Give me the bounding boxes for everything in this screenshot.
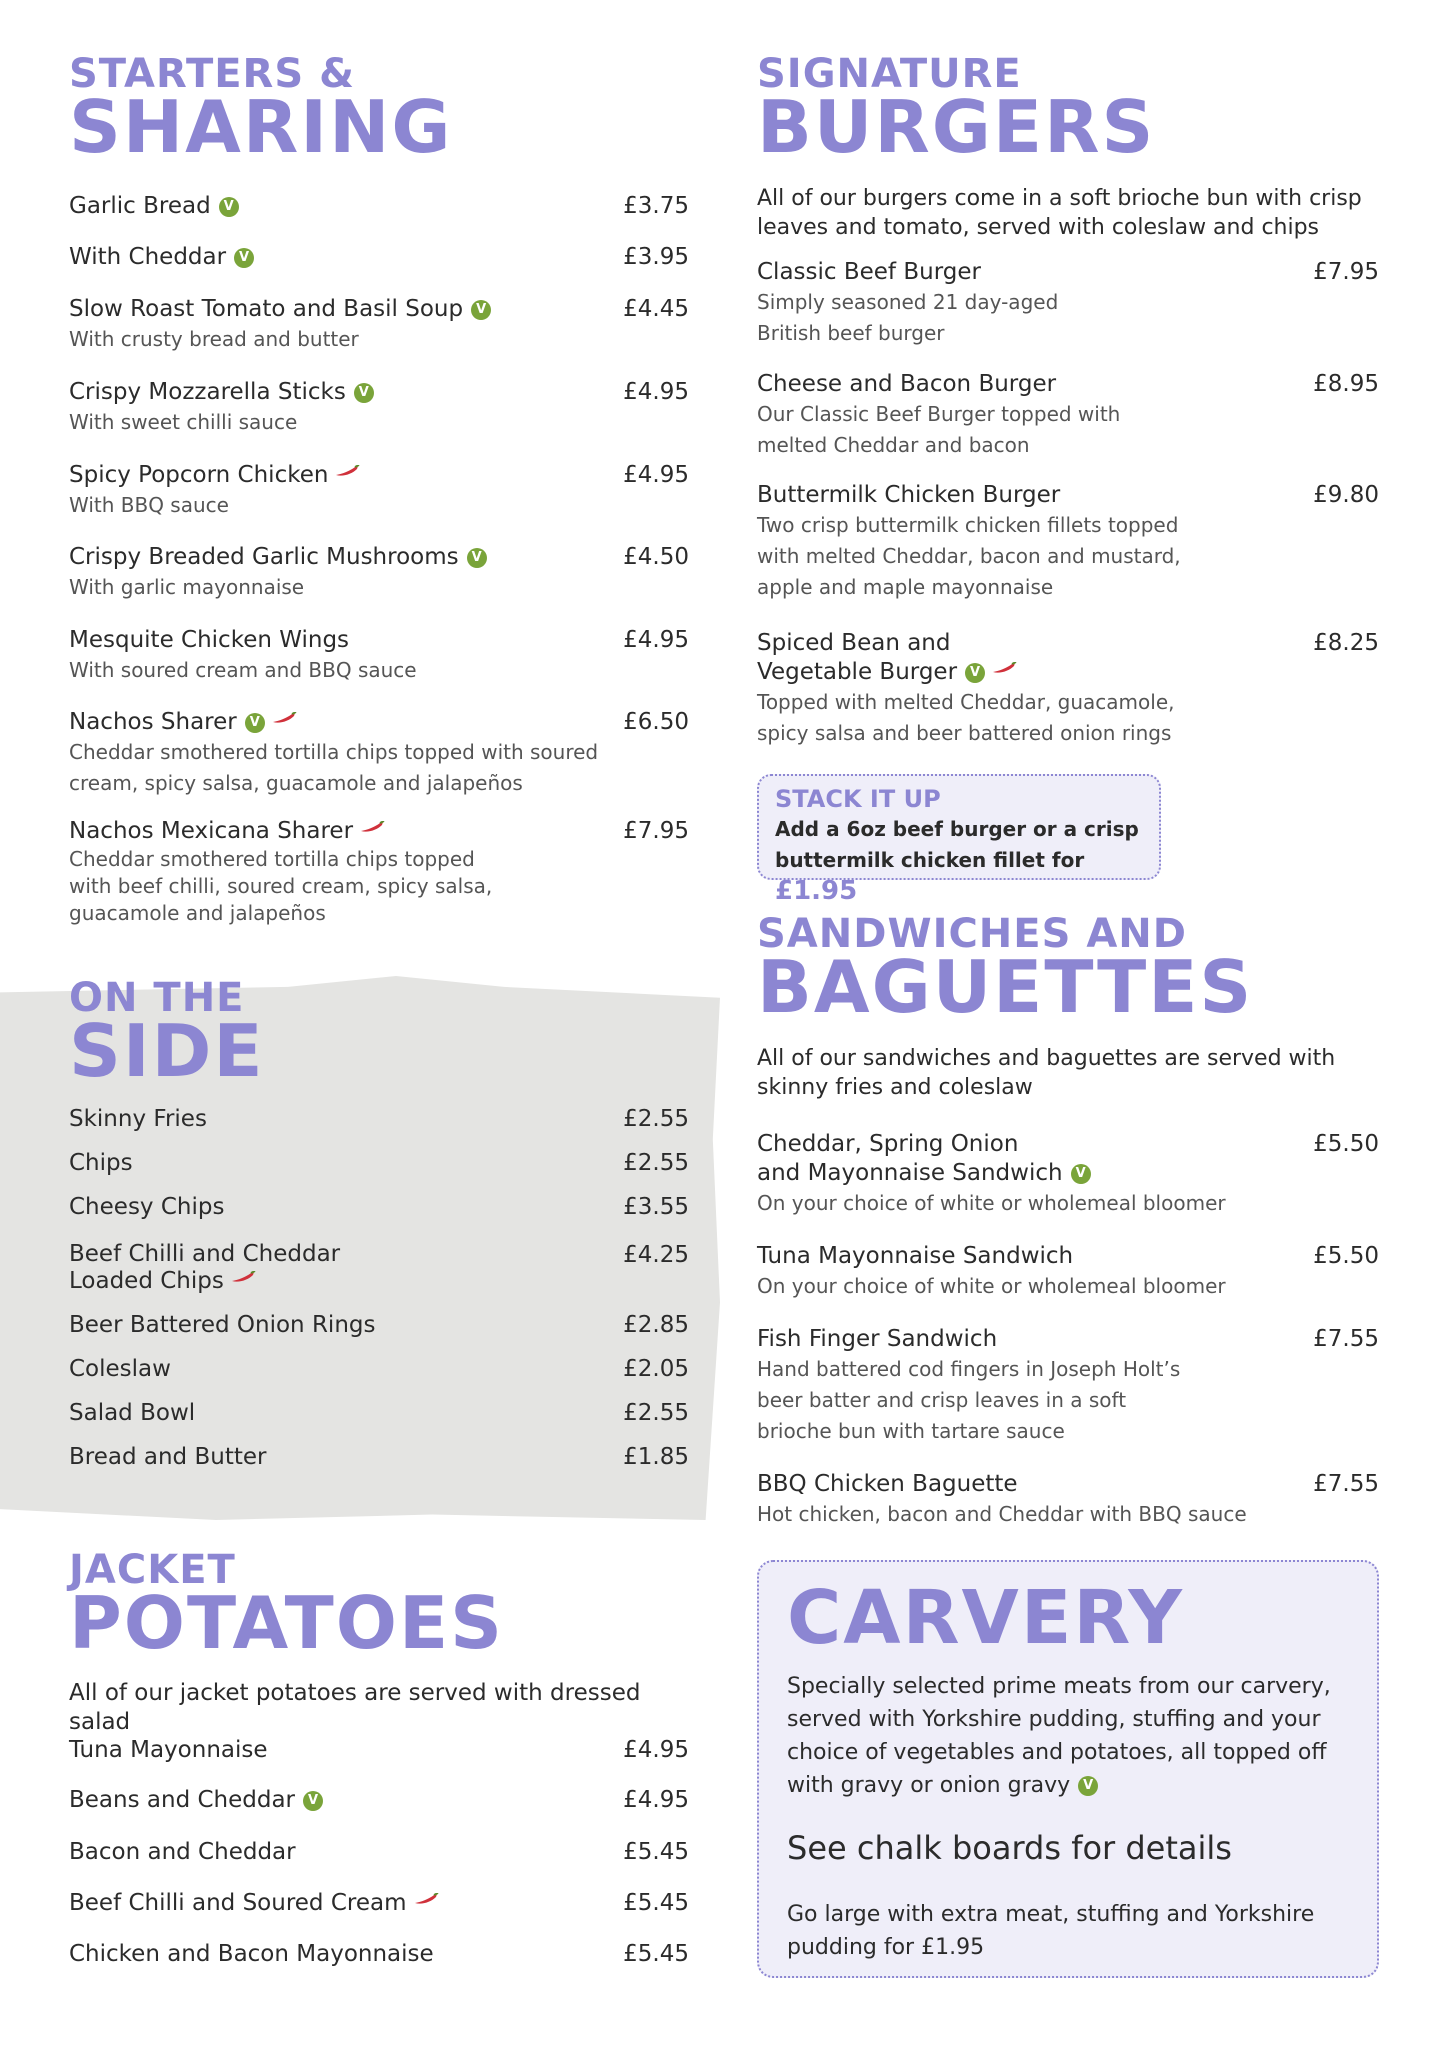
item-price: £9.80: [1313, 482, 1379, 508]
menu-item: [69, 1443, 689, 1472]
item-description: Cheddar smothered tortilla chips topped with soured cream, spicy salsa, guacamole and jalapeños: [69, 740, 599, 795]
item-name: and Mayonnaise Sandwich: [757, 1160, 1063, 1186]
item-price: £4.45: [623, 296, 689, 322]
menu-item: [69, 461, 689, 521]
item-price: £7.55: [1313, 1471, 1379, 1497]
item-description: On your choice of white or wholemeal bloomer: [757, 1274, 1226, 1298]
item-price: £8.25: [1313, 630, 1379, 656]
chilli-icon: [271, 712, 297, 724]
item-name: Fish Finger Sandwich: [757, 1326, 998, 1352]
menu-item: [69, 1399, 689, 1428]
menu-item: [757, 1130, 1379, 1219]
section-intro: All of our jacket potatoes are served with dressed salad: [69, 1680, 641, 1735]
item-name: Beans and Cheddar: [69, 1787, 296, 1813]
item-description: With sweet chilli sauce: [69, 410, 298, 434]
menu-item: [69, 1940, 689, 1969]
section-starters: [69, 51, 689, 169]
section-burgers: [757, 51, 1379, 169]
item-price: £2.85: [623, 1312, 689, 1338]
item-name: Skinny Fries: [69, 1106, 207, 1132]
chilli-icon: [991, 662, 1017, 674]
menu-item: [69, 1193, 689, 1222]
item-description: With crusty bread and butter: [69, 327, 359, 351]
menu-item: [69, 708, 689, 799]
item-price: £4.95: [623, 627, 689, 653]
item-price: £5.45: [623, 1941, 689, 1967]
item-price: £8.95: [1313, 371, 1379, 397]
stack-it-up-box: [757, 774, 1161, 906]
section-title-small: ON THE: [69, 975, 245, 1021]
item-price: £4.95: [623, 379, 689, 405]
section-title-small: JACKET: [69, 1547, 236, 1593]
item-price: £5.50: [1313, 1131, 1379, 1157]
item-name: Bread and Butter: [69, 1444, 267, 1470]
item-price: £3.95: [623, 244, 689, 270]
item-price: £2.55: [623, 1400, 689, 1426]
item-name: Beer Battered Onion Rings: [69, 1312, 376, 1338]
item-name: Tuna Mayonnaise: [69, 1737, 268, 1763]
section-title: BAGUETTES: [757, 945, 1254, 1029]
menu-item: [69, 1311, 689, 1340]
vegetarian-icon: V: [234, 248, 254, 268]
item-price: £4.95: [623, 1787, 689, 1813]
vegetarian-icon: V: [354, 383, 374, 403]
item-price: £7.95: [623, 818, 689, 844]
menu-item: [757, 629, 1379, 749]
menu-item: [69, 1889, 689, 1918]
item-name: Spicy Popcorn Chicken: [69, 462, 329, 488]
item-name: Spiced Bean and: [757, 630, 951, 656]
item-name: Buttermilk Chicken Burger: [757, 482, 1061, 508]
item-name: Bacon and Cheddar: [69, 1839, 296, 1865]
item-name: Slow Roast Tomato and Basil Soup: [69, 296, 464, 322]
item-description: With garlic mayonnaise: [69, 575, 305, 599]
item-price: £3.55: [623, 1194, 689, 1220]
item-name: Cheddar, Spring Onion: [757, 1131, 1019, 1157]
menu-item: [69, 1355, 689, 1384]
item-name: Coleslaw: [69, 1356, 171, 1382]
item-price: £4.95: [623, 1737, 689, 1763]
menu-item: [69, 1149, 689, 1178]
item-name: Beef Chilli and Soured Cream: [69, 1890, 407, 1916]
menu-item: [757, 1242, 1379, 1302]
item-name: Beef Chilli and Cheddar: [69, 1241, 341, 1267]
item-description: Cheddar smothered tortilla chips topped with beef chilli, soured cream, spicy salsa, guacamole and jalapeños: [69, 847, 493, 925]
chilli-icon: [359, 821, 385, 833]
item-name: Classic Beef Burger: [757, 259, 981, 285]
item-price: £5.50: [1313, 1243, 1379, 1269]
section-title: POTATOES: [69, 1581, 504, 1665]
item-price: £6.50: [623, 709, 689, 735]
menu-item: [69, 192, 689, 221]
vegetarian-icon: V: [1071, 1164, 1091, 1184]
item-price: £7.95: [1313, 259, 1379, 285]
menu-item: [69, 1736, 689, 1765]
vegetarian-icon: V: [1078, 1776, 1098, 1796]
vegetarian-icon: V: [471, 300, 491, 320]
stack-price: £1.95: [775, 876, 858, 906]
item-price: £5.45: [623, 1890, 689, 1916]
menu-item: [69, 817, 689, 927]
item-name: Salad Bowl: [69, 1400, 196, 1426]
item-name: Vegetable Burger: [757, 659, 958, 685]
menu-item: [69, 1105, 689, 1134]
section-intro: All of our burgers come in a soft brioche bun with crisp leaves and tomato, served with coleslaw and chips: [757, 186, 1362, 240]
item-name: Crispy Breaded Garlic Mushrooms: [69, 544, 459, 570]
chilli-icon: [334, 465, 360, 477]
menu-item: [757, 258, 1379, 349]
menu-item: [69, 378, 689, 438]
item-price: £2.55: [623, 1106, 689, 1132]
vegetarian-icon: V: [303, 1791, 323, 1811]
menu-item: [757, 481, 1379, 603]
section-side: [69, 975, 689, 1093]
item-description: With BBQ sauce: [69, 493, 229, 517]
chilli-icon: [230, 1271, 256, 1283]
section-jacket-potatoes: [69, 1547, 689, 1665]
menu-item: [757, 370, 1379, 461]
carvery-title: CARVERY: [787, 1575, 1184, 1661]
section-title: BURGERS: [757, 85, 1156, 169]
carvery-box: [757, 1560, 1379, 1978]
item-name: Cheese and Bacon Burger: [757, 371, 1057, 397]
item-price: £5.45: [623, 1839, 689, 1865]
item-name: Loaded Chips: [69, 1268, 224, 1294]
carvery-details: See chalk boards for details: [787, 1829, 1232, 1867]
carvery-description: Specially selected prime meats from our carvery, served with Yorkshire pudding, stuffing and your choice of vegetables and potatoes, all topped off with gravy or onion gravy: [787, 1674, 1331, 1798]
item-name: Tuna Mayonnaise Sandwich: [757, 1243, 1074, 1269]
menu-item: [757, 1325, 1379, 1447]
section-title: SHARING: [69, 85, 453, 169]
item-name: Nachos Mexicana Sharer: [69, 818, 354, 844]
item-price: £4.95: [623, 462, 689, 488]
menu-item: [69, 295, 689, 355]
item-price: £4.25: [623, 1242, 689, 1268]
carvery-go-large: Go large with extra meat, stuffing and Yorkshire pudding for £1.95: [787, 1902, 1315, 1960]
item-price: £1.85: [623, 1444, 689, 1470]
item-name: Chips: [69, 1150, 133, 1176]
vegetarian-icon: V: [245, 713, 265, 733]
stack-title: STACK IT UP: [775, 785, 941, 813]
menu-item: [69, 1241, 689, 1295]
item-name: With Cheddar: [69, 244, 227, 270]
item-description: With soured cream and BBQ sauce: [69, 658, 417, 682]
item-name: Cheesy Chips: [69, 1194, 225, 1220]
item-name: Chicken and Bacon Mayonnaise: [69, 1941, 434, 1967]
section-sandwiches: [757, 911, 1379, 1029]
item-name: BBQ Chicken Baguette: [757, 1471, 1018, 1497]
menu-item: [757, 1470, 1379, 1530]
section-title: SIDE: [69, 1009, 265, 1093]
item-name: Crispy Mozzarella Sticks: [69, 379, 346, 405]
item-name: Nachos Sharer: [69, 709, 237, 735]
item-description: Our Classic Beef Burger topped with melted Cheddar and bacon: [757, 402, 1121, 457]
item-name: Mesquite Chicken Wings: [69, 627, 350, 653]
item-price: £7.55: [1313, 1326, 1379, 1352]
section-title-small: SIGNATURE: [757, 51, 1022, 97]
item-description: Hand battered cod fingers in Joseph Holt’s beer batter and crisp leaves in a soft brioche bun with tartare sauce: [757, 1357, 1181, 1443]
item-description: Topped with melted Cheddar, guacamole, spicy salsa and beer battered onion rings: [757, 690, 1175, 745]
item-price: £4.50: [623, 544, 689, 570]
menu-item: [69, 1786, 689, 1815]
menu-item: [69, 1838, 689, 1867]
chilli-icon: [413, 1893, 439, 1905]
section-intro: All of our sandwiches and baguettes are served with skinny fries and coleslaw: [757, 1046, 1336, 1100]
item-description: Two crisp buttermilk chicken fillets topped with melted Cheddar, bacon and mustard, apple and maple mayonnaise: [757, 513, 1181, 599]
item-description: Simply seasoned 21 day-aged British beef burger: [757, 290, 1059, 345]
stack-line: Add a 6oz beef burger or a crisp: [775, 817, 1139, 841]
section-title-small: STARTERS &: [69, 51, 355, 97]
vegetarian-icon: V: [965, 663, 985, 683]
section-title-small: SANDWICHES AND: [757, 911, 1187, 957]
vegetarian-icon: V: [219, 197, 239, 217]
stack-line: buttermilk chicken fillet for: [775, 848, 1085, 872]
vegetarian-icon: V: [467, 548, 487, 568]
item-price: £3.75: [623, 193, 689, 219]
menu-item: [69, 626, 689, 686]
item-name: Garlic Bread: [69, 193, 211, 219]
item-description: On your choice of white or wholemeal bloomer: [757, 1191, 1226, 1215]
menu-item: [69, 243, 689, 272]
item-price: £2.05: [623, 1356, 689, 1382]
menu-item: [69, 543, 689, 603]
item-description: Hot chicken, bacon and Cheddar with BBQ sauce: [757, 1502, 1247, 1526]
item-price: £2.55: [623, 1150, 689, 1176]
